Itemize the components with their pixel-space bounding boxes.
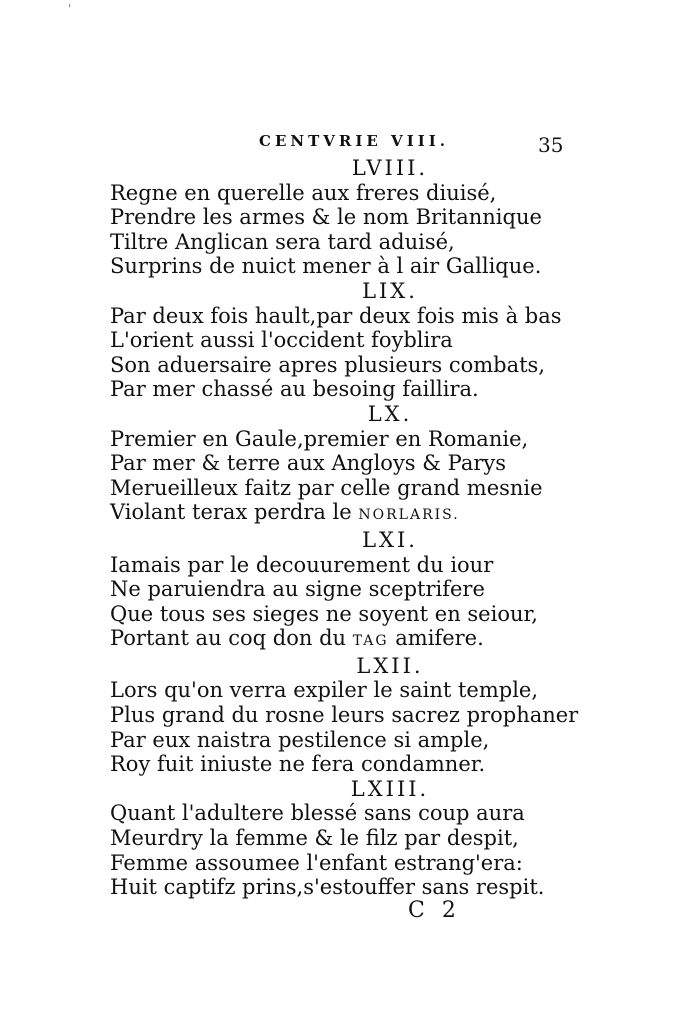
verse-line — [110, 304, 630, 329]
verse-line — [110, 703, 630, 728]
verse-text: Meurdry la femme & le filz par despit, — [110, 826, 519, 851]
verse-line — [110, 801, 630, 826]
quatrain-text-block — [110, 156, 630, 900]
verse-line — [110, 205, 630, 230]
verse-line — [110, 752, 630, 777]
verse-line — [110, 728, 630, 753]
verse-text: Huit captifz prins,s'estouffer sans respit. — [110, 875, 545, 900]
verse-line — [110, 328, 630, 353]
verse-text: Violant terax perdra le — [110, 500, 359, 525]
quatrain-number: LXII. — [356, 653, 424, 678]
verse-text: Femme assoumee l'enfant estrang'era: — [110, 850, 523, 875]
verse-text-after: amifere. — [388, 626, 484, 651]
verse-line — [110, 377, 630, 402]
verse-line — [110, 626, 630, 654]
quatrain-number: LX. — [367, 401, 413, 426]
running-head: CENTVRIE VIII. — [259, 132, 449, 150]
verse-text: Merueilleux faitz par celle grand mesnie — [110, 475, 543, 500]
verse-line — [110, 254, 630, 279]
verse-text: Quant l'adultere blessé sans coup aura — [110, 801, 525, 826]
verse-line — [110, 602, 630, 627]
verse-small-caps: NORLARIS. — [358, 507, 460, 524]
verse-line — [110, 875, 630, 900]
verse-line — [110, 427, 630, 452]
signature-catchword: C 2 — [408, 898, 456, 923]
quatrain-number: LXI. — [362, 527, 418, 552]
verse-line — [110, 451, 630, 476]
quatrain-number: LIX. — [362, 278, 418, 303]
quatrain-number: LXIII. — [350, 776, 430, 801]
verse-line — [110, 826, 630, 851]
verse-text: Iamais par le decouurement du iour — [110, 552, 494, 577]
verse-line — [110, 678, 630, 703]
verse-line — [110, 500, 630, 528]
verse-text: L'orient aussi l'occident foyblira — [110, 328, 453, 353]
verse-small-caps: TAG — [352, 633, 389, 650]
verse-text: Par mer chassé au besoing faillira. — [110, 377, 479, 402]
verse-text: Portant au coq don du — [110, 626, 353, 651]
verse-text: Lors qu'on verra expiler le saint temple, — [110, 678, 539, 703]
verse-text: Par deux fois hault,par deux fois mis à bas — [110, 303, 562, 328]
verse-text: Roy fuit iniuste ne fera condamner. — [110, 752, 486, 777]
verse-text: Plus grand du rosne leurs sacrez prophaner — [110, 703, 579, 728]
verse-line — [110, 851, 630, 876]
verse-text: Par eux naistra pestilence si ample, — [110, 727, 490, 752]
page-number: 35 — [538, 133, 564, 157]
verse-text: Premier en Gaule,premier en Romanie, — [110, 426, 529, 451]
verse-text: Prendre les armes & le nom Britannique — [110, 205, 542, 230]
verse-text: Par mer & terre aux Angloys & Parys — [110, 451, 507, 476]
edge-mark: ' — [68, 2, 72, 16]
verse-text: Tiltre Anglican sera tard aduisé, — [110, 229, 455, 254]
verse-text: Regne en querelle aux freres diuisé, — [110, 180, 497, 205]
verse-text: Ne paruiendra au signe sceptrifere — [110, 577, 485, 602]
quatrain-number: LVIII. — [351, 156, 429, 180]
verse-text: Surprins de nuict mener à l air Gallique. — [110, 254, 542, 279]
verse-line — [110, 577, 630, 602]
verse-line — [110, 230, 630, 255]
verse-line — [110, 553, 630, 578]
verse-text: Son aduersaire apres plusieurs combats, — [110, 352, 546, 377]
verse-line — [110, 181, 630, 206]
verse-line — [110, 353, 630, 378]
verse-line — [110, 476, 630, 501]
verse-text: Que tous ses sieges ne soyent en seiour, — [110, 601, 538, 626]
